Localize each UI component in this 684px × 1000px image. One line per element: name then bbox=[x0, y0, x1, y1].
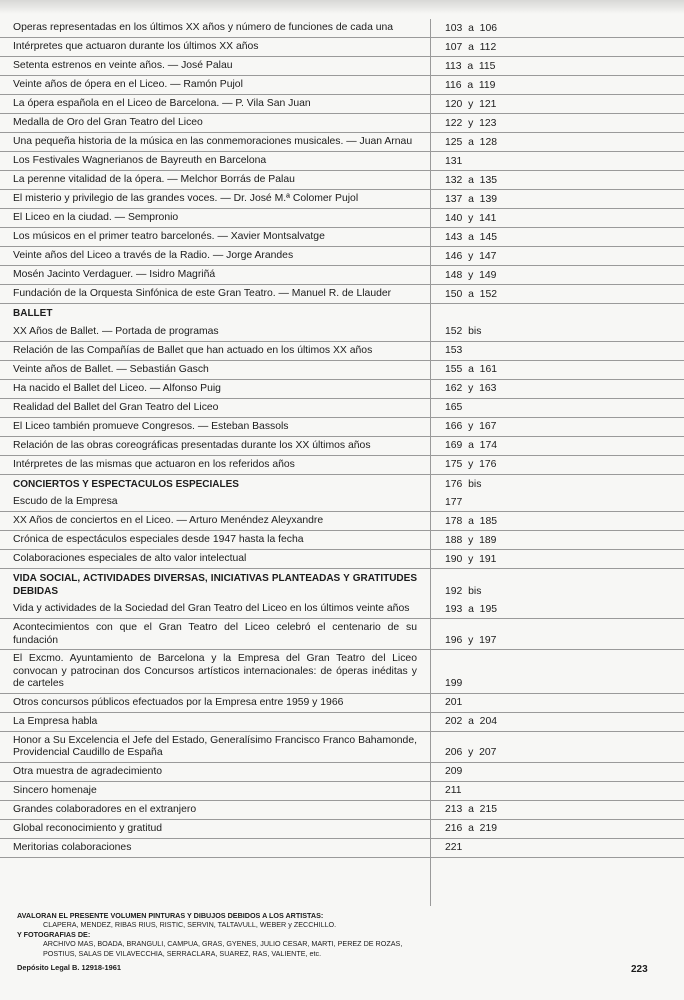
entry-title: Veinte años del Liceo a través de la Radio. — Jorge Arandes bbox=[13, 250, 294, 261]
toc-entry bbox=[0, 531, 684, 550]
toc-entry bbox=[0, 713, 684, 732]
entry-pages: 155 a 161 bbox=[445, 364, 497, 375]
entry-pages: 125 a 128 bbox=[445, 136, 497, 148]
entry-title: El Liceo en la ciudad. — Sempronio bbox=[13, 212, 179, 223]
entry-title: La ópera española en el Liceo de Barcelona. — P. Vila San Juan bbox=[13, 98, 311, 109]
toc-entry bbox=[0, 732, 684, 763]
entry-pages: 120 y 121 bbox=[445, 98, 497, 110]
entry-pages: 188 y 189 bbox=[445, 534, 497, 546]
entry-pages: 196 y 197 bbox=[445, 634, 497, 646]
toc-entry bbox=[0, 600, 684, 619]
entry-pages: 132 a 135 bbox=[445, 174, 497, 186]
entry-pages: 153 bbox=[445, 345, 463, 356]
entry-pages: 209 bbox=[445, 766, 463, 777]
toc-entry bbox=[0, 342, 684, 361]
toc-entry bbox=[0, 512, 684, 531]
entry-pages: 152 bis bbox=[445, 326, 482, 337]
toc-entry bbox=[0, 247, 684, 266]
entry-title: El Liceo también promueve Congresos. — Esteban Bassols bbox=[13, 420, 289, 432]
toc-entry bbox=[0, 763, 684, 782]
toc-section-heading bbox=[0, 304, 684, 323]
entry-title: Relación de las Compañías de Ballet que han actuado en los últimos XX años bbox=[13, 344, 373, 356]
entry-title: Los Festivales Wagnerianos de Bayreuth en Barcelona bbox=[13, 155, 267, 166]
entry-pages: 211 bbox=[445, 785, 462, 796]
toc-entry bbox=[0, 801, 684, 820]
entry-title: Vida y actividades de la Sociedad del Gran Teatro del Liceo en los últimos veinte años bbox=[13, 603, 410, 614]
toc-entry bbox=[0, 361, 684, 380]
toc-entry bbox=[0, 114, 684, 133]
entry-pages: 140 y 141 bbox=[445, 212, 497, 224]
toc-entry bbox=[0, 399, 684, 418]
column-divider bbox=[430, 19, 431, 906]
entry-pages: 148 y 149 bbox=[445, 269, 497, 281]
toc-entry bbox=[0, 619, 684, 650]
toc-entry bbox=[0, 650, 684, 694]
toc-entry bbox=[0, 209, 684, 228]
entry-pages: 103 a 106 bbox=[445, 22, 497, 34]
entry-pages: 213 a 215 bbox=[445, 804, 497, 815]
section-title: CONCIERTOS Y ESPECTACULOS ESPECIALES bbox=[13, 478, 239, 490]
entry-title: Veinte años de Ballet. — Sebastián Gasch bbox=[13, 363, 209, 375]
entry-title: Mosén Jacinto Verdaguer. — Isidro Magriñá bbox=[13, 269, 216, 280]
entry-pages: 165 bbox=[445, 402, 463, 413]
credits-photos-heading: Y FOTOGRAFIAS DE: bbox=[17, 929, 91, 939]
legal-deposit: Depósito Legal B. 12918-1961 bbox=[17, 963, 121, 972]
entry-pages: 202 a 204 bbox=[445, 716, 497, 727]
entry-title: Medalla de Oro del Gran Teatro del Liceo bbox=[13, 117, 203, 128]
entry-pages: 216 a 219 bbox=[445, 823, 497, 834]
entry-title: Realidad del Ballet del Gran Teatro del Liceo bbox=[13, 401, 219, 413]
entry-title: Global reconocimiento y gratitud bbox=[13, 822, 163, 834]
toc-entry bbox=[0, 820, 684, 839]
entry-pages: 175 y 176 bbox=[445, 459, 497, 470]
entry-pages: 107 a 112 bbox=[445, 41, 497, 53]
table-of-contents bbox=[0, 19, 684, 858]
toc-entry bbox=[0, 782, 684, 801]
credits-photographers-list: ARCHIVO MAS, BOADA, BRANGULI, CAMPUA, GRAS, GYENES, JULIO CESAR, MARTI, PEREZ DE ROZAS, POSTIUS, SALAS DE VILAVECCHIA, SERRACLARA, SUAREZ, RAS, VALIENTE, etc. bbox=[43, 939, 403, 958]
toc-entry bbox=[0, 228, 684, 247]
toc-entry bbox=[0, 285, 684, 304]
entry-title: Ha nacido el Ballet del Liceo. — Alfonso Puig bbox=[13, 382, 221, 394]
entry-pages: 206 y 207 bbox=[445, 747, 497, 758]
toc-entry bbox=[0, 190, 684, 209]
entry-title: XX Años de conciertos en el Liceo. — Arturo Menéndez Aleyxandre bbox=[13, 515, 324, 526]
toc-entry bbox=[0, 380, 684, 399]
entry-title: Meritorias colaboraciones bbox=[13, 841, 132, 853]
toc-entry bbox=[0, 76, 684, 95]
toc-entry bbox=[0, 57, 684, 76]
entry-title: Intérpretes que actuaron durante los últimos XX años bbox=[13, 41, 259, 52]
credits-block bbox=[17, 911, 437, 958]
toc-entry bbox=[0, 152, 684, 171]
entry-title: Fundación de la Orquesta Sinfónica de este Gran Teatro. — Manuel R. de Llauder bbox=[13, 288, 392, 299]
entry-pages: 178 a 185 bbox=[445, 515, 497, 527]
entry-title: Crónica de espectáculos especiales desde 1947 hasta la fecha bbox=[13, 534, 304, 545]
entry-pages: 177 bbox=[445, 496, 463, 508]
entry-pages: 192 bis bbox=[445, 585, 482, 597]
entry-pages: 201 bbox=[445, 697, 463, 708]
entry-pages: 146 y 147 bbox=[445, 250, 497, 262]
toc-entry bbox=[0, 694, 684, 713]
toc-section-heading bbox=[0, 569, 684, 600]
entry-pages: 176 bis bbox=[445, 478, 482, 490]
entry-pages: 131 bbox=[445, 155, 463, 167]
entry-title: XX Años de Ballet. — Portada de programas bbox=[13, 325, 219, 337]
section-title: BALLET bbox=[13, 308, 53, 319]
toc-section-heading bbox=[0, 475, 684, 494]
toc-entry bbox=[0, 171, 684, 190]
entry-title: Otros concursos públicos efectuados por la Empresa entre 1959 y 1966 bbox=[13, 696, 344, 708]
entry-pages: 162 y 163 bbox=[445, 383, 497, 394]
entry-title: Honor a Su Excelencia el Jefe del Estado, Generalísimo Francisco Franco Bahamonde, Providencial Caudillo de España bbox=[13, 734, 417, 758]
entry-title: Colaboraciones especiales de alto valor intelectual bbox=[13, 553, 247, 564]
toc-entry bbox=[0, 550, 684, 569]
entry-pages: 221 bbox=[445, 842, 463, 853]
entry-title: El Excmo. Ayuntamiento de Barcelona y la Empresa del Gran Teatro del Liceo convocan y patrocinan dos Concursos artísticos internacionales: de óperas inéditas y de carteles bbox=[13, 653, 417, 689]
entry-pages: 122 y 123 bbox=[445, 117, 497, 129]
credits-painters-heading: AVALORAN EL PRESENTE VOLUMEN PINTURAS Y DIBUJOS DEBIDOS A LOS ARTISTAS: bbox=[17, 911, 324, 920]
toc-entry bbox=[0, 38, 684, 57]
toc-entry bbox=[0, 493, 684, 512]
entry-title: Relación de las obras coreográficas presentadas durante los XX últimos años bbox=[13, 439, 371, 451]
entry-pages: 193 a 195 bbox=[445, 603, 497, 615]
entry-title: Acontecimientos con que el Gran Teatro del Liceo celebró el centenario de su fundación bbox=[13, 622, 417, 646]
toc-entry bbox=[0, 456, 684, 475]
entry-title: Los músicos en el primer teatro barcelonés. — Xavier Montsalvatge bbox=[13, 231, 325, 242]
entry-title: Operas representadas en los últimos XX años y número de funciones de cada una bbox=[13, 22, 394, 33]
toc-entry bbox=[0, 437, 684, 456]
entry-title: Grandes colaboradores en el extranjero bbox=[13, 803, 197, 815]
entry-pages: 166 y 167 bbox=[445, 421, 497, 432]
entry-pages: 143 a 145 bbox=[445, 231, 497, 243]
entry-pages: 116 a 119 bbox=[445, 79, 496, 91]
entry-title: El misterio y privilegio de las grandes voces. — Dr. José M.ª Colomer Pujol bbox=[13, 193, 359, 204]
section-title: VIDA SOCIAL, ACTIVIDADES DIVERSAS, INICIATIVAS PLANTEADAS Y GRATITUDES DEBIDAS bbox=[13, 573, 417, 597]
toc-entry bbox=[0, 133, 684, 152]
entry-pages: 150 a 152 bbox=[445, 288, 497, 300]
entry-title: Veinte años de ópera en el Liceo. — Ramón Pujol bbox=[13, 79, 243, 90]
entry-title: Escudo de la Empresa bbox=[13, 496, 118, 507]
toc-entry bbox=[0, 266, 684, 285]
entry-title: La perenne vitalidad de la ópera. — Melchor Borrás de Palau bbox=[13, 174, 295, 185]
toc-entry bbox=[0, 323, 684, 342]
entry-pages: 137 a 139 bbox=[445, 193, 497, 205]
entry-pages: 199 bbox=[445, 678, 463, 689]
entry-title: Intérpretes de las mismas que actuaron en los referidos años bbox=[13, 458, 295, 470]
entry-title: La Empresa habla bbox=[13, 715, 98, 727]
entry-title: Setenta estrenos en veinte años. — José Palau bbox=[13, 60, 233, 71]
entry-pages: 190 y 191 bbox=[445, 553, 497, 565]
page-number: 223 bbox=[631, 964, 648, 975]
entry-title: Otra muestra de agradecimiento bbox=[13, 765, 163, 777]
credits-painters-list: CLAPERA, MENDEZ, RIBAS RIUS, RISTIC, SERVIN, TALTAVULL, WEBER y ZECCHILLO. bbox=[43, 920, 337, 930]
toc-entry bbox=[0, 19, 684, 38]
toc-entry bbox=[0, 839, 684, 858]
entry-pages: 113 a 115 bbox=[445, 60, 496, 72]
page-top-shadow bbox=[0, 0, 684, 14]
entry-title: Sincero homenaje bbox=[13, 784, 97, 796]
toc-entry bbox=[0, 95, 684, 114]
entry-title: Una pequeña historia de la música en las conmemoraciones musicales. — Juan Arnau bbox=[13, 136, 413, 147]
entry-pages: 169 a 174 bbox=[445, 440, 497, 451]
toc-entry bbox=[0, 418, 684, 437]
